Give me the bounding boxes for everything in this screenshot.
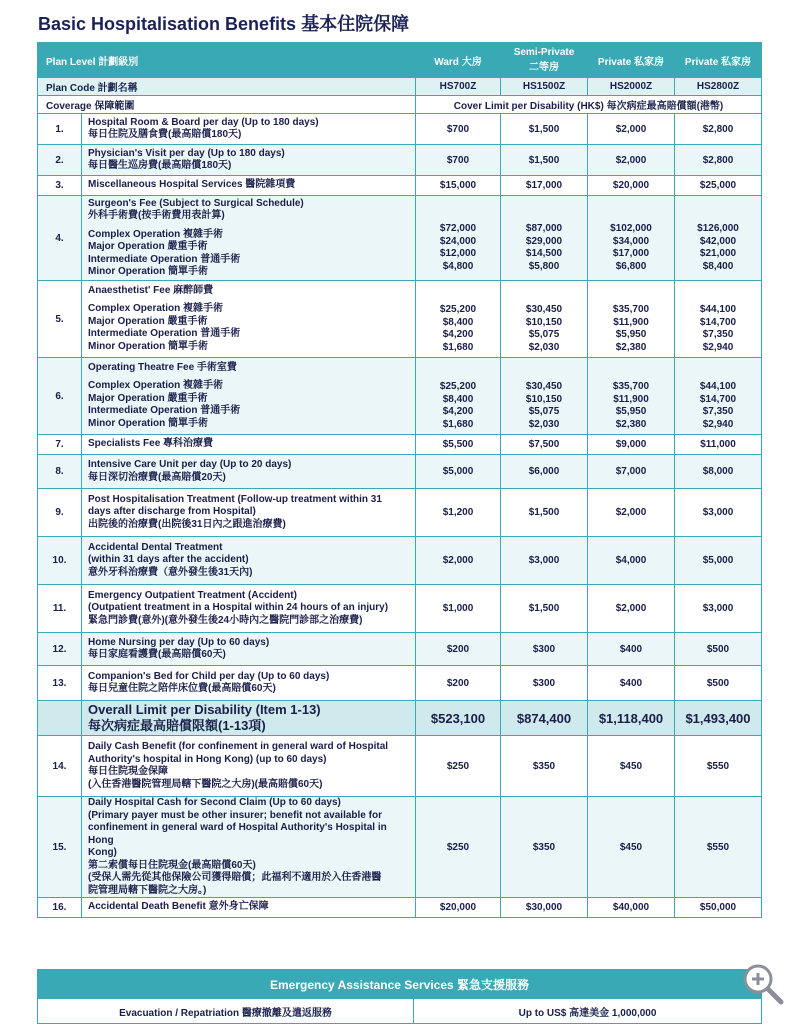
emergency-service: Evacuation / Repatriation 醫療撤離及遣返服務 [38,999,414,1024]
benefit-line: (within 31 days after the accident) [88,554,249,566]
benefit-line: Authority's hospital in Hong Kong) (up to 60 days) [88,753,327,765]
operation-list [88,229,409,279]
benefit-line: Specialists Fee 專科治療費 [88,438,214,450]
coverage-label: Coverage 保障範圍 [38,96,416,114]
benefit-value: $2,000 [416,537,501,585]
benefits-table [37,42,762,918]
benefit-value: $550 [675,797,762,898]
benefit-line: Miscellaneous Hospital Services 醫院雜項費 [88,179,296,191]
benefit-description [82,455,416,489]
benefit-line: 每日醫生巡房費(最高賠償180天) [88,160,232,171]
benefit-value: $7,350 [702,329,734,340]
benefit-values [416,196,501,281]
overall-limit-row [38,701,762,736]
benefit-line: 每日家庭看護費(最高賠償60天) [88,649,226,660]
row-number: 15. [38,797,82,898]
header-row [38,43,762,78]
benefit-value: $8,000 [675,455,762,489]
operation-type: Minor Operation 簡單手術 [88,266,208,277]
overall-limit-value: $1,493,400 [675,701,762,736]
benefit-description [82,114,416,145]
benefit-value: $30,450 [525,304,563,315]
benefit-value: $500 [675,633,762,666]
table-row [38,281,762,358]
benefit-value: $2,000 [588,145,675,176]
operation-type: Major Operation 嚴重手術 [88,392,208,404]
benefit-line: 每日兒童住院之陪伴床位費(最高賠償60天) [88,683,276,694]
benefit-value: $6,000 [501,455,588,489]
benefit-value: $1,500 [501,489,588,537]
benefit-description [82,176,416,196]
benefit-value: $102,000 [610,223,652,234]
benefit-value: $50,000 [675,898,762,918]
benefit-value: $4,200 [442,406,474,417]
benefit-line: Physician's Visit per day (Up to 180 days) [88,147,285,159]
table-row [38,633,762,666]
overall-limit-label [82,701,416,736]
row-number: 11. [38,585,82,633]
benefit-values [416,281,501,358]
benefit-value: $30,000 [501,898,588,918]
benefit-line: Accidental Death Benefit 意外身亡保障 [88,901,269,913]
table-row [38,585,762,633]
plan-code-label: Plan Code 計劃名稱 [38,78,416,96]
benefit-line: Home Nursing per day (Up to 60 days) [88,636,270,648]
row-number: 16. [38,898,82,918]
benefit-description [82,281,416,358]
benefit-value: $9,000 [588,435,675,455]
benefit-value: $5,075 [528,329,560,340]
benefit-value: $450 [588,736,675,797]
benefit-value: $20,000 [588,176,675,196]
plan-code-value: HS1500Z [501,78,588,96]
benefit-value: $7,350 [702,406,734,417]
operation-type: Complex Operation 複雜手術 [88,228,224,240]
benefit-description [82,666,416,701]
benefit-line: 外科手術費(按手術費用表計算) [88,210,225,221]
operation-values [507,361,581,431]
benefit-line: (Primary payer must be other insurer; benefit not available for [88,809,382,821]
benefit-line: (Outpatient treatment in a Hospital within 24 hours of an injury) [88,602,389,614]
benefit-description [82,633,416,666]
benefit-description [82,898,416,918]
benefit-value: $550 [675,736,762,797]
operation-type: Major Operation 嚴重手術 [88,315,208,327]
table-row [38,797,762,898]
benefit-value: $2,940 [702,341,734,353]
benefit-value: $2,800 [675,145,762,176]
benefit-value: $3,000 [675,489,762,537]
benefit-line: 出院後的治療費(出院後31日內之跟進治療費) [88,518,286,530]
benefit-value: $1,500 [501,114,588,145]
row-number: 5. [38,281,82,358]
benefit-values [675,196,762,281]
benefit-value: $700 [416,145,501,176]
operation-values [422,361,494,431]
operation-type: Complex Operation 複雜手術 [88,380,224,392]
table-row [38,358,762,435]
benefit-line: 每日深切治療費(最高賠償20天) [88,471,226,483]
benefit-value: $4,800 [442,260,474,272]
benefit-value: $14,500 [525,248,563,259]
row-number: 6. [38,358,82,435]
operation-values [681,361,755,431]
benefit-line: Anaesthetist' Fee 麻醉師費 [88,284,214,296]
benefit-values [675,281,762,358]
operation-values [594,203,668,273]
benefit-value: $3,000 [675,585,762,633]
benefit-value: $11,900 [613,393,649,405]
benefit-value: $10,150 [525,393,563,405]
benefit-value: $72,000 [439,223,477,234]
row-number: 13. [38,666,82,701]
benefit-value: $1,500 [501,585,588,633]
benefit-values [501,281,588,358]
plan-level-label: Plan Level 計劃級別 [38,43,416,78]
benefit-value: $8,400 [442,393,474,405]
benefit-description [82,145,416,176]
benefit-line: Intensive Care Unit per day (Up to 20 days) [88,459,292,470]
benefit-value: $12,000 [439,248,477,259]
benefit-value: $8,400 [702,260,734,272]
benefit-value: $250 [416,797,501,898]
benefit-description [82,736,416,797]
benefit-value: $5,950 [615,329,647,340]
benefit-description [82,489,416,537]
benefit-description [82,358,416,435]
row-number: 7. [38,435,82,455]
benefit-values [501,196,588,281]
benefit-value: $15,000 [416,176,501,196]
column-header-semi-private [501,43,588,78]
table-row [38,736,762,797]
benefit-line: Post Hospitalisation Treatment (Follow-up treatment within 31 [88,493,382,505]
operation-values [507,203,581,273]
benefit-value: $35,700 [612,304,650,315]
benefit-value: $44,100 [699,381,737,392]
benefit-description [82,797,416,898]
cover-limit-label: Cover Limit per Disability (HK$) 每次病症最高賠償額(港幣) [416,96,762,114]
table-row [38,196,762,281]
plan-code-row [38,78,762,96]
plan-code-value: HS2800Z [675,78,762,96]
benefit-line: 第二索償每日住院現金(最高賠償60天) [88,859,256,871]
benefit-line: Operating Theatre Fee 手術室費 [88,361,237,373]
benefit-value: $2,000 [588,489,675,537]
benefit-value: $7,000 [588,455,675,489]
plan-code-value: HS2000Z [588,78,675,96]
benefit-line: 緊急門診費(意外)(意外發生後24小時內之醫院門診部之治療費) [88,614,363,626]
operation-type: Major Operation 嚴重手術 [88,241,208,252]
operation-values [594,284,668,354]
benefit-value: $11,900 [613,316,649,328]
benefit-value: $25,200 [439,304,477,315]
benefit-value: $17,000 [501,176,588,196]
plan-code-value: HS700Z [416,78,501,96]
operation-values [422,284,494,354]
benefit-value: $1,500 [501,145,588,176]
benefit-value: $300 [501,666,588,701]
benefit-value: $250 [416,736,501,797]
operation-type: Complex Operation 複雜手術 [88,303,224,315]
benefit-value: $2,030 [528,418,560,430]
benefit-line: Hospital Room & Board per day (Up to 180 days) [88,116,319,128]
operation-list [88,303,409,353]
row-number: 8. [38,455,82,489]
benefit-value: $1,000 [416,585,501,633]
row-number: 4. [38,196,82,281]
benefit-values [501,358,588,435]
benefit-line: 每日住院及膳食費(最高賠償180天) [88,129,242,140]
page-title: Basic Hospitalisation Benefits 基本住院保障 [38,14,410,34]
benefit-value: $400 [588,633,675,666]
benefit-line: confinement in general ward of Hospital Authority's Hospital in Hong [88,822,387,846]
operation-values [681,284,755,354]
table-row [38,114,762,145]
table-row [38,455,762,489]
benefit-value: $2,800 [675,114,762,145]
benefit-value: $5,950 [615,406,647,417]
benefit-description [82,435,416,455]
column-header-ward: Ward 大房 [416,43,501,78]
benefit-values [675,358,762,435]
benefit-value: $5,500 [416,435,501,455]
benefit-line: 院管理局轄下醫院之大房。) [88,884,207,896]
benefit-value: $21,000 [699,248,737,259]
benefit-line: Emergency Outpatient Treatment (Accident) [88,589,297,601]
semi-line-2: 二等房 [529,62,559,73]
operation-type: Intermediate Operation 普通手術 [88,328,241,340]
benefit-value: $2,940 [702,418,734,430]
benefit-line: (入住香港醫院管理局轄下醫院之大房)(最高賠償60天) [88,778,323,790]
benefit-description [82,196,416,281]
benefit-value: $42,000 [699,235,737,247]
benefit-value: $2,030 [528,341,560,353]
benefit-value: $14,700 [699,393,737,405]
benefit-value: $10,150 [525,316,563,328]
overall-limit-value: $523,100 [416,701,501,736]
benefit-line: Accidental Dental Treatment [88,541,223,553]
benefit-value: $17,000 [612,248,650,259]
benefit-line: Surgeon's Fee (Subject to Surgical Schedule) [88,197,304,209]
column-header-private-2: Private 私家房 [675,43,762,78]
benefit-value: $7,500 [501,435,588,455]
overall-spacer [38,701,82,736]
benefit-value: $700 [416,114,501,145]
row-number: 14. [38,736,82,797]
benefit-line: Daily Hospital Cash for Second Claim (Up to 60 days) [88,797,341,808]
emergency-assistance-table [37,969,762,1024]
overall-line: Overall Limit per Disability (Item 1-13) [88,702,321,717]
benefit-value: $4,000 [588,537,675,585]
column-header-private-1: Private 私家房 [588,43,675,78]
table-row [38,489,762,537]
benefit-value: $350 [501,797,588,898]
benefit-value: $5,000 [675,537,762,585]
benefit-value: $5,075 [528,406,560,417]
benefit-value: $3,000 [501,537,588,585]
benefit-value: $500 [675,666,762,701]
coverage-row [38,96,762,114]
benefit-line: Daily Cash Benefit (for confinement in general ward of Hospital [88,741,389,752]
benefit-values [416,358,501,435]
benefit-value: $1,680 [442,341,474,353]
benefit-value: $2,380 [615,418,647,430]
row-number: 12. [38,633,82,666]
table-row [38,435,762,455]
benefit-line: days after discharge from Hospital) [88,506,256,518]
benefit-value: $2,380 [615,341,647,353]
table-row [38,176,762,196]
benefit-value: $1,680 [442,418,474,430]
operation-type: Minor Operation 簡單手術 [88,417,208,429]
benefit-line: 意外牙科治療費（意外發生後31天內) [88,566,253,578]
semi-line-1: Semi-Private [513,47,575,58]
benefit-value: $126,000 [697,223,739,234]
benefit-line: Kong) [88,847,117,858]
benefit-value: $200 [416,666,501,701]
benefit-value: $29,000 [525,235,563,247]
benefit-value: $87,000 [525,223,563,234]
benefit-value: $25,200 [439,381,477,392]
emergency-limit: Up to US$ 高達美金 1,000,000 [414,999,762,1024]
row-number: 3. [38,176,82,196]
benefit-value: $20,000 [416,898,501,918]
benefit-values [588,196,675,281]
overall-limit-value: $1,118,400 [588,701,675,736]
row-number: 10. [38,537,82,585]
benefit-line: (受保人需先從其他保險公司獲得賠償；此福利不適用於入住香港醫 [88,872,382,883]
benefit-value: $300 [501,633,588,666]
operation-type: Intermediate Operation 普通手術 [88,253,241,265]
overall-line: 每次病症最高賠償限額(1-13項) [88,718,266,733]
benefit-value: $25,000 [675,176,762,196]
benefit-value: $5,000 [416,455,501,489]
benefit-value: $1,200 [416,489,501,537]
benefit-value: $4,200 [442,329,474,340]
benefit-values [588,281,675,358]
row-number: 2. [38,145,82,176]
benefit-value: $34,000 [612,235,650,247]
zoom-in-icon[interactable] [741,962,785,1006]
table-row [38,666,762,701]
benefit-value: $14,700 [699,316,737,328]
benefit-value: $40,000 [588,898,675,918]
table-row [38,898,762,918]
benefit-description [82,537,416,585]
benefit-value: $30,450 [525,381,563,392]
benefit-value: $44,100 [699,304,737,315]
table-row [38,537,762,585]
row-number: 1. [38,114,82,145]
benefit-value: $5,800 [528,260,560,272]
benefit-value: $6,800 [615,260,647,272]
operation-values [507,284,581,354]
benefit-value: $200 [416,633,501,666]
benefit-line: Companion's Bed for Child per day (Up to 60 days) [88,670,330,682]
benefit-value: $350 [501,736,588,797]
emergency-title: Emergency Assistance Services 緊急支援服務 [38,970,762,999]
operation-type: Minor Operation 簡單手術 [88,340,208,352]
benefit-value: $11,000 [675,435,762,455]
benefit-value: $400 [588,666,675,701]
benefit-value: $2,000 [588,114,675,145]
benefit-line: 每日住院現金保障 [88,766,168,777]
benefit-value: $35,700 [612,381,650,392]
overall-limit-value: $874,400 [501,701,588,736]
benefit-value: $2,000 [588,585,675,633]
operation-values [594,361,668,431]
benefit-value: $8,400 [442,316,474,328]
operation-type: Intermediate Operation 普通手術 [88,405,241,417]
benefit-value: $450 [588,797,675,898]
benefit-value: $24,000 [439,235,477,247]
operation-values [681,203,755,273]
benefit-values [588,358,675,435]
row-number: 9. [38,489,82,537]
benefit-description [82,585,416,633]
operation-list [88,380,409,430]
table-row [38,145,762,176]
operation-values [422,203,494,273]
